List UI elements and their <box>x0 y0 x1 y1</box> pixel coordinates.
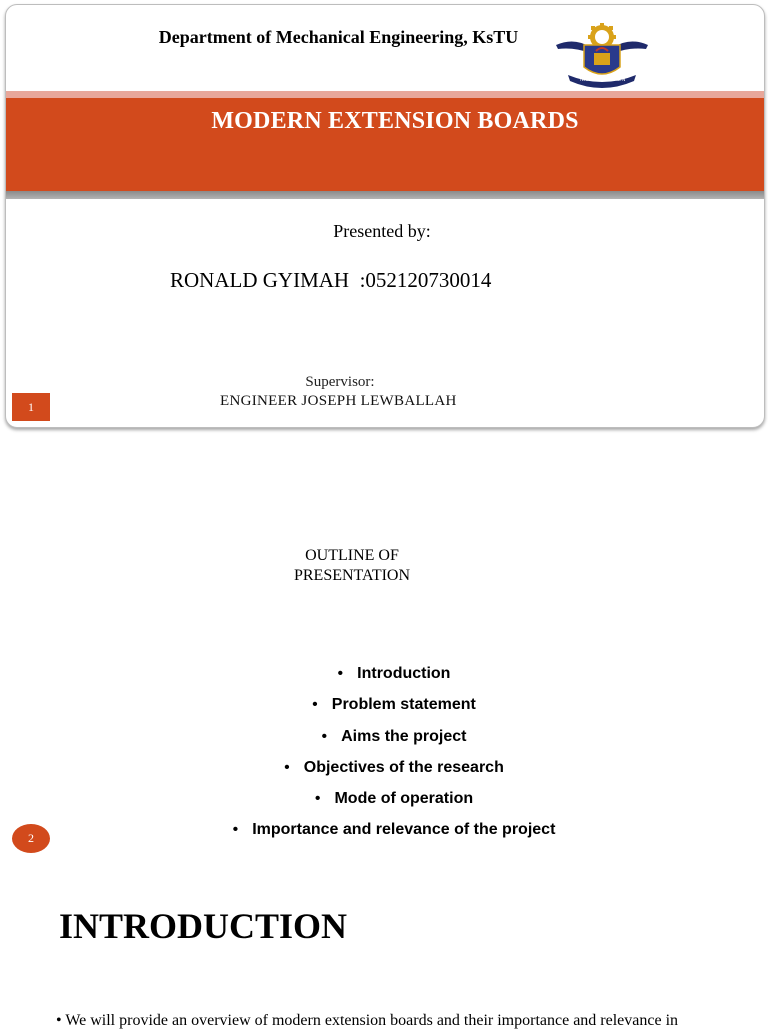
outline-item-label: Aims the project <box>341 727 467 745</box>
bullet-icon: • <box>232 821 239 839</box>
list-item <box>0 660 768 691</box>
title-slide <box>5 4 765 428</box>
outline-list <box>0 660 768 848</box>
supervisor-name: ENGINEER JOSEPH LEWBALLAH <box>220 393 457 409</box>
presentation-title: MODERN EXTENSION BOARDS <box>211 108 579 134</box>
slide-number-badge: 1 <box>12 393 50 421</box>
bullet-icon: • <box>284 758 290 776</box>
department-heading: Department of Mechanical Engineering, KsTU <box>158 27 519 47</box>
list-item <box>0 754 768 785</box>
list-item <box>0 816 768 847</box>
logo-motto: NIMDEE HYEREN <box>580 77 626 83</box>
bullet-icon: • <box>312 696 318 714</box>
presented-by-label: Presented by: <box>333 221 431 241</box>
outline-item-label: Introduction <box>357 665 451 682</box>
student-name-id: RONALD GYIMAH :052120730014 <box>170 268 492 292</box>
outline-item-label: Mode of operation <box>334 790 474 808</box>
list-item <box>0 785 768 816</box>
outline-title-line2: PRESENTATION <box>293 567 411 584</box>
outline-title-line1: OUTLINE OF <box>305 547 399 564</box>
supervisor-label: Supervisor: <box>305 374 375 390</box>
outline-item-label: Objectives of the research <box>303 758 504 776</box>
title-band-shadow <box>6 191 764 199</box>
bullet-icon: • <box>321 727 328 745</box>
outline-item-label: Importance and relevance of the project <box>252 821 556 839</box>
bullet-icon: • <box>314 790 321 808</box>
list-item <box>0 691 768 722</box>
bullet-icon: • <box>337 665 344 682</box>
introduction-first-line: • We will provide an overview of modern extension boards and their importance and relevance in <box>56 1012 679 1029</box>
slide-number-badge: 2 <box>12 824 50 853</box>
list-item <box>0 723 768 754</box>
introduction-heading: INTRODUCTION <box>59 906 348 946</box>
outline-item-label: Problem statement <box>331 696 476 714</box>
outline-title <box>252 546 452 586</box>
